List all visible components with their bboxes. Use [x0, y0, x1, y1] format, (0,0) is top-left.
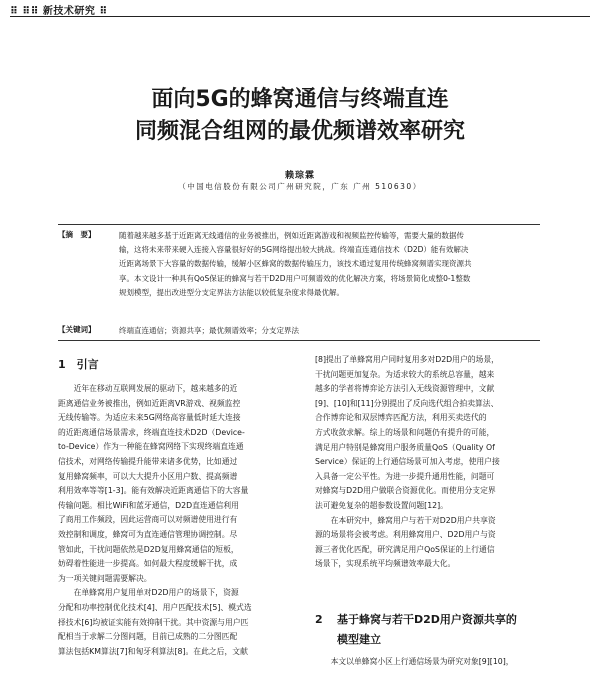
body-line: 传输问题。相比WiFi和蓝牙通信，D2D直连通信利用	[58, 500, 239, 510]
body-line: Service）保证的上行通信场景可加入考虑，使用户接	[315, 457, 500, 467]
body-line: 场景下，实现系统平均频谱效率最大化。	[315, 559, 456, 569]
body-line: 源三者优化匹配，研究满足用户QoS保证的上行通信	[315, 544, 495, 554]
body-line: 为一项关键问题需要解决。	[58, 573, 152, 583]
keywords-text: 终端直连通信；资源共享；最优频谱效率；分支定界法	[119, 326, 299, 335]
body-line: 法可避免复杂的超参数设置问题[12]。	[315, 500, 448, 510]
body-line: 信技术，对网络传输提升能带来诸多优势，比如通过	[58, 456, 238, 466]
title-line-2: 同频混合组网的最优频谱效率研究	[134, 119, 465, 144]
abstract-text	[119, 229, 540, 300]
body-line: 了商用工作频段，因此运营商可以对频谱使用进行有	[58, 515, 238, 525]
body-line: 的近距离通信场景需求，终端直连技术D2D（Device-	[58, 427, 245, 437]
section-2-first-line: 本文以单蜂窝小区上行通信场景为研究对象[9][10]，	[315, 657, 514, 666]
page-header-tag: ⠿ ⠿⠿ 新技术研究 ⠿	[10, 6, 108, 17]
section-1-heading: 1 引言	[58, 358, 99, 371]
body-line: 方式收敛求解。综上的场景和问题仍有提升的可能，	[315, 427, 495, 437]
abstract-line: 近距离场景下大容量的数据传输，缓解小区蜂窝的数据传输压力，该技术通过复用传统蜂窝频谱实现资源共	[119, 259, 472, 269]
body-line: 距离通信业务被推出，例如近距离VR游戏、视频监控	[58, 398, 241, 408]
body-line: 入具备一定公平性。为进一步提升通用性能，问题可	[315, 471, 495, 481]
body-line: [9]、[10]和[11]分别提出了反向选代组合拍卖算法、	[315, 398, 499, 408]
body-line: 算法包括KM算法[7]和匈牙利算法[8]。在此之后，文献	[58, 646, 248, 656]
body-line: 近年在移动互联网发展的驱动下，越来越多的近	[58, 384, 238, 393]
body-line: 越多的学者将博弈论方法引入无线资源管理中，文献	[315, 384, 495, 394]
body-line: 择技术[6]均被证实能有效抑制干扰。其中资源与用户匹	[58, 617, 249, 627]
body-line: 利用效率等等[1-3]。能有效解决近距离通信下的大容量	[58, 486, 249, 496]
header-rule	[10, 16, 590, 17]
author-affiliation: （中国电信股份有限公司广州研究院，广东 广州 510630）	[178, 182, 422, 191]
body-line: 对蜂窝与D2D用户做联合资源优化。而使用分支定界	[315, 486, 496, 496]
body-line: 满足用户特别是蜂窝用户服务质量QoS（Quality Of	[315, 442, 495, 452]
abstract-label: 【摘 要】	[58, 230, 96, 239]
body-line: [8]提出了单蜂窝用户同时复用多对D2D用户的场景，	[315, 355, 499, 364]
body-line: 妨碍着性能进一步提高。如何最大程度缓解干扰，成	[58, 559, 238, 569]
left-column	[58, 382, 300, 659]
abstract-rule-top	[58, 224, 540, 225]
abstract-line: 规划模型，提出改进型分支定界法方法能以较低复杂度求得最优解。	[119, 287, 344, 297]
body-line: 源的场景将会被考虑。利用蜂窝用户、D2D用户与资	[315, 530, 496, 540]
body-line: 效控制和调度，蜂窝可为直连通信管理协调控制。尽	[58, 529, 238, 539]
body-line: 在单蜂窝用户复用单对D2D用户的场景下，资源	[58, 588, 239, 598]
body-line: 合作博弈论和双层博弈匹配方法，利用买卖迭代的	[315, 413, 487, 423]
abstract-line: 输，这将未来带来硬入连接入容量很好好的5G网络提出较大挑战。终端直连通信技术（D2D）能有效解决	[119, 245, 469, 255]
body-line: 干扰问题更加复杂。为适求较大的系统总容量，越来	[315, 369, 495, 379]
section-2-number: 2	[315, 613, 323, 626]
abstract-line: 享。本文设计一种具有QoS保证的蜂窝与若干D2D用户可频谱效的优化解决方案，将场景简化成整0-1整数	[119, 273, 471, 283]
body-line: to-Device）作为一种能在蜂窝网络下实现终端直连通	[58, 442, 244, 452]
abstract-line: 随着越来越多基于近距离无线通信的业务被推出，例如近距离游戏和视频监控传输等，需要大量的数据传	[119, 231, 464, 240]
title-line-1: 面向5G的蜂窝通信与终端直连	[151, 87, 449, 112]
section-2-heading-line-1: 基于蜂窝与若干D2D用户资源共享的	[337, 613, 517, 626]
keywords-label: 【关键词】	[58, 325, 96, 334]
author-name: 赖琮霖	[284, 171, 315, 181]
section-2-heading-line-2: 模型建立	[337, 633, 381, 646]
body-line: 复用蜂窝频率，可以大大提升小区用户数、提高频谱	[58, 471, 238, 481]
abstract-rule-bottom	[58, 340, 540, 341]
section-2-heading	[315, 610, 543, 650]
body-line: 管如此，干扰问题依然是D2D复用蜂窝通信的短板，	[58, 544, 239, 554]
body-line: 无线传输等。为适应未来5G网络高容量低时延大连接	[58, 413, 241, 423]
body-line: 配相当于求解二分图问题，目前已成熟的二分图匹配	[58, 632, 238, 642]
body-line: 在本研究中，蜂窝用户与若干对D2D用户共享资	[315, 515, 496, 525]
body-line: 分配和功率控制优化技术[4]、用户匹配技术[5]、模式选	[58, 602, 252, 612]
right-column	[315, 353, 543, 572]
